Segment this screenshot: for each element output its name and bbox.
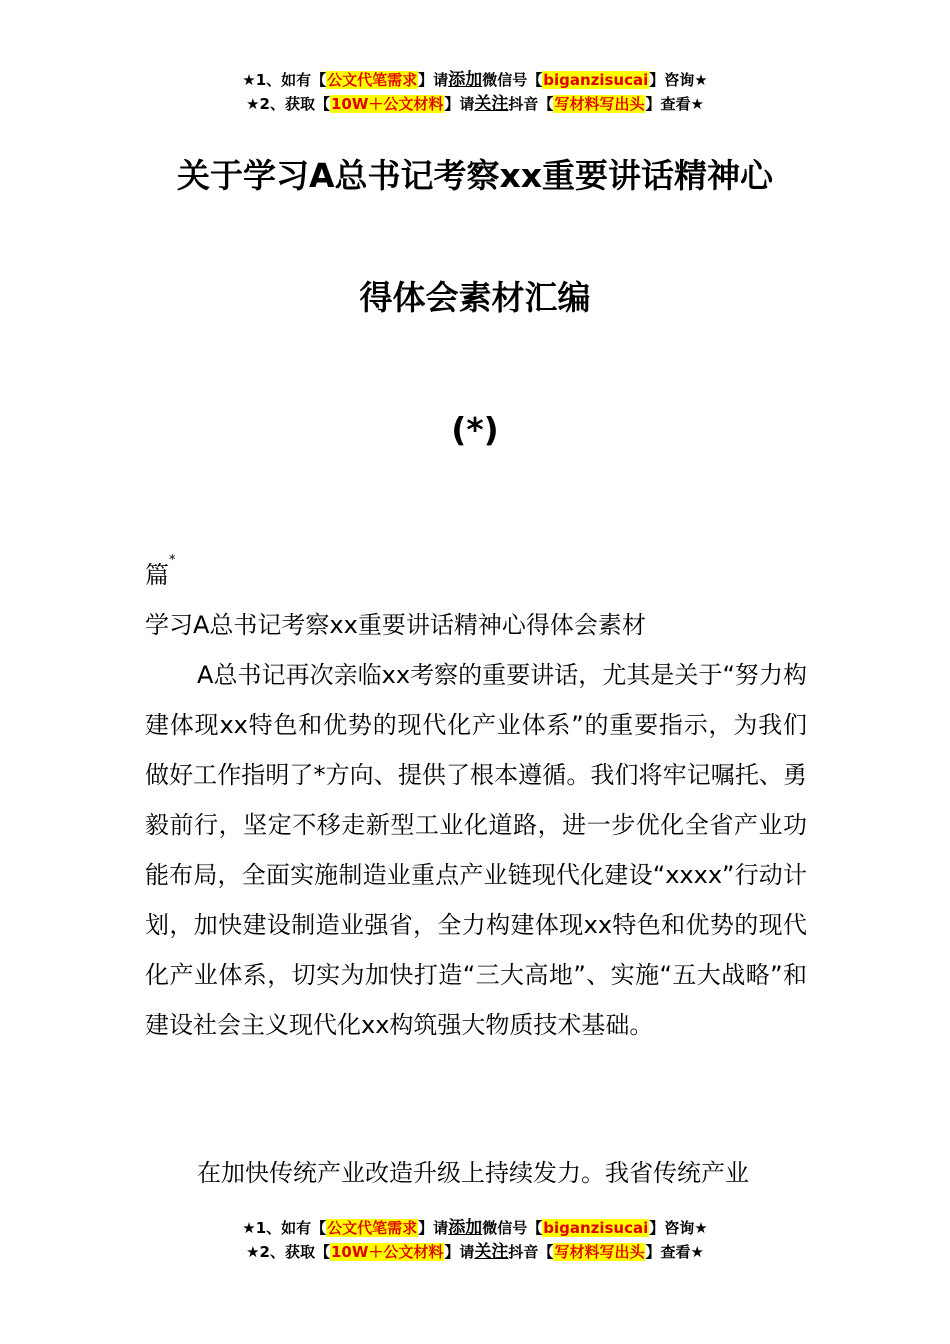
section-label — [145, 550, 807, 600]
banner-text: 微信号【 — [482, 71, 543, 89]
banner-line-1 — [0, 1216, 950, 1240]
banner-highlight: 公文代笔需求 — [327, 1219, 418, 1237]
document-title-marker: (*) — [451, 410, 499, 449]
document-title-line-1: 关于学习A总书记考察xx重要讲话精神心 — [176, 156, 774, 195]
banner-highlight: 写材料写出头 — [554, 95, 645, 113]
banner-text: 】请 — [444, 95, 475, 113]
paragraph-2: 在加快传统产业改造升级上持续发力。我省传统产业 — [197, 1159, 749, 1187]
banner-emphasis: 关注 — [474, 1242, 509, 1262]
banner-text: ★2、获取【 — [246, 1243, 330, 1261]
banner-text: ★1、如有【 — [242, 1219, 327, 1237]
banner-text: 抖音【 — [508, 1243, 554, 1261]
banner-emphasis: 添加 — [448, 70, 483, 90]
banner-text: 】请 — [418, 1219, 449, 1237]
header-banner — [0, 68, 950, 116]
banner-highlight: biganzisucai — [543, 1219, 649, 1237]
banner-text: ★2、获取【 — [246, 95, 330, 113]
document-title-line-2: 得体会素材汇编 — [359, 278, 591, 317]
banner-highlight: 写材料写出头 — [554, 1243, 645, 1261]
banner-highlight: 10W＋公文材料 — [330, 1243, 444, 1261]
section-label-text: 篇 — [145, 561, 169, 589]
banner-text: 】请 — [444, 1243, 475, 1261]
banner-line-1 — [0, 68, 950, 92]
banner-text: 微信号【 — [482, 1219, 543, 1237]
banner-text: ★1、如有【 — [242, 71, 327, 89]
banner-text: 】查看★ — [645, 95, 704, 113]
banner-emphasis: 关注 — [474, 94, 509, 114]
banner-highlight: biganzisucai — [543, 71, 649, 89]
banner-text: 】咨询★ — [649, 71, 708, 89]
section-label-sup: * — [169, 553, 176, 568]
section-subtitle: 学习A总书记考察xx重要讲话精神心得体会素材 — [145, 611, 646, 639]
banner-line-2 — [0, 92, 950, 116]
banner-emphasis: 添加 — [448, 1218, 483, 1238]
banner-highlight: 10W＋公文材料 — [330, 95, 444, 113]
banner-text: 】查看★ — [645, 1243, 704, 1261]
paragraph-1: A总书记再次亲临xx考察的重要讲话，尤其是关于“努力构建体现xx特色和优势的现代化产业体系”的重要指示，为我们做好工作指明了*方向、提供了根本遵循。我们将牢记嘱托、勇毅前行，坚定不移走新型工业化道路，进一步优化全省产业功能布局，全面实施制造业重点产业链现代化建设“xxxx”行动计划，加快建设制造业强省，全力构建体现xx特色和优势的现代化产业体系，切实为加快打造“三大高地”、实施“五大战略”和建设社会主义现代化xx构筑强大物质技术基础。 — [145, 661, 807, 1039]
banner-text: 】请 — [418, 71, 449, 89]
footer-banner — [0, 1216, 950, 1264]
banner-text: 抖音【 — [508, 95, 554, 113]
banner-text: 】咨询★ — [649, 1219, 708, 1237]
banner-highlight: 公文代笔需求 — [327, 71, 418, 89]
banner-line-2 — [0, 1240, 950, 1264]
